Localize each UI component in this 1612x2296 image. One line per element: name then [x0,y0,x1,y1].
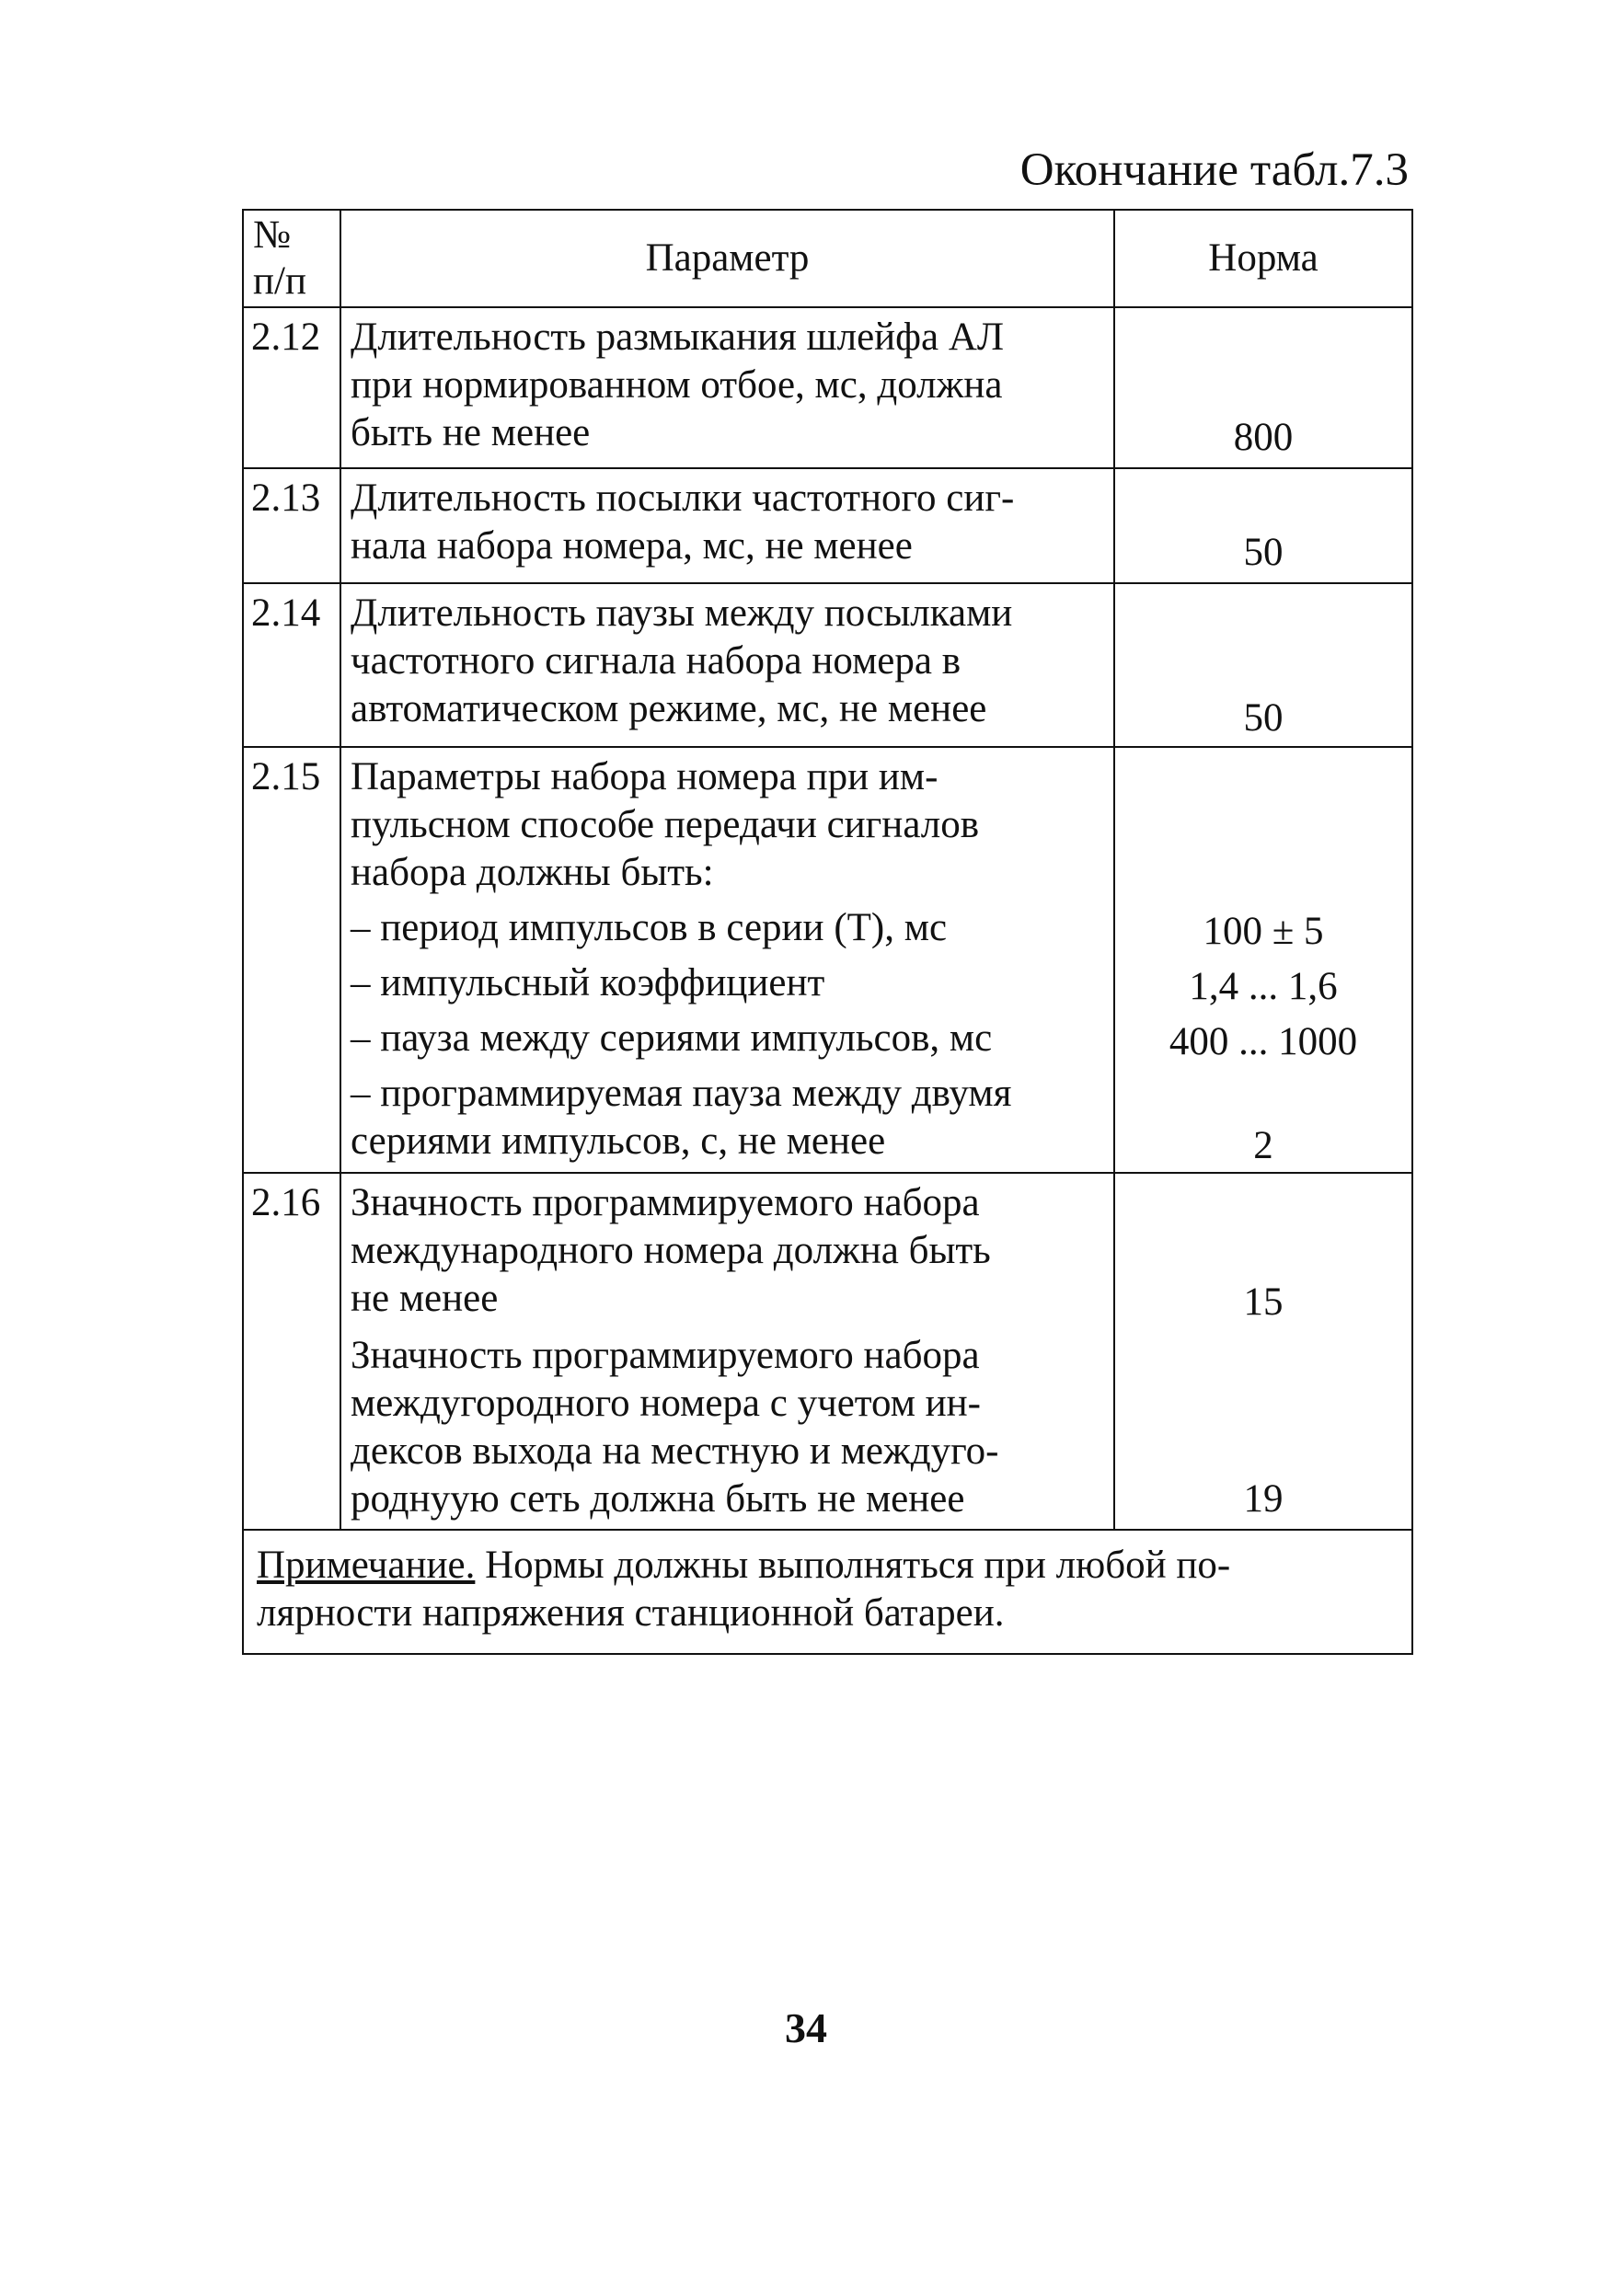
parameter-line: Длительность размыкания шлейфа АЛ [351,316,1005,359]
row-norm [1114,468,1412,583]
row-norm [1114,307,1412,468]
table-note [243,1530,1412,1654]
parameter-line: Длительность паузы между посылками [351,591,1013,635]
table-row [243,747,1412,1173]
header-number-sign: № [253,213,292,257]
table-row [243,583,1412,747]
parameter-line: Параметры набора номера при им- [351,755,938,798]
header-norm: Норма [1114,210,1412,307]
row-number: 2.14 [243,583,340,747]
note-label: Примечание. [257,1544,476,1587]
norm-value: 2 [1253,1124,1273,1167]
parameter-line: – импульсный коэффициент [351,961,825,1004]
parameters-table [242,209,1413,1655]
parameter-line: – пауза между сериями импульсов, мс [351,1016,993,1060]
parameter-line: автоматическом режиме, мс, не менее [351,687,987,730]
parameter-line: – период импульсов в серии (Т), мс [351,906,948,949]
norm-value: 50 [1243,696,1284,740]
norm-value: 50 [1243,531,1284,574]
norm-value: 15 [1243,1280,1284,1324]
table-row [243,307,1412,468]
row-norm [1114,1173,1412,1530]
norm-value: 19 [1243,1477,1284,1521]
note-line [257,1542,1402,1590]
row-parameter [340,1173,1114,1530]
row-parameter [340,747,1114,1173]
parameter-line: набора должны быть: [351,851,714,894]
row-number: 2.13 [243,468,340,583]
parameter-line: дексов выхода на местную и междуго- [351,1429,999,1473]
norm-value: 100 ± 5 [1203,910,1324,953]
parameter-line: Значность программируемого набора [351,1181,980,1224]
parameter-line: частотного сигнала набора номера в [351,639,961,683]
header-number [243,210,340,307]
table-header-row [243,210,1412,307]
row-norm [1114,747,1412,1173]
parameter-line: международного номера должна быть [351,1229,991,1272]
table-row [243,1173,1412,1530]
parameter-line: нала набора номера, мс, не менее [351,524,913,568]
table-row [243,468,1412,583]
page-number: 34 [785,2004,827,2051]
parameter-line: пульсном способе передачи сигналов [351,803,980,846]
parameter-line: быть не менее [351,411,591,454]
parameter-line: сериями импульсов, с, не менее [351,1119,886,1163]
row-number: 2.15 [243,747,340,1173]
parameter-line: – программируемая пауза между двумя [351,1072,1012,1115]
row-parameter [340,307,1114,468]
row-number: 2.16 [243,1173,340,1530]
table-caption: Окончание табл.7.3 [1019,144,1409,196]
header-parameter: Параметр [340,210,1114,307]
row-norm [1114,583,1412,747]
table-note-row [243,1530,1412,1654]
parameter-line: Значность программируемого набора [351,1334,980,1377]
norm-value: 400 ... 1000 [1169,1020,1358,1063]
parameter-line: междугородного номера с учетом ин- [351,1382,981,1425]
parameter-line: Длительность посылки частотного сиг- [351,476,1015,520]
row-parameter [340,583,1114,747]
parameter-line: не менее [351,1277,499,1320]
row-number: 2.12 [243,307,340,468]
row-parameter [340,468,1114,583]
norm-value: 800 [1233,416,1294,459]
note-line: лярности напряжения станционной батареи. [257,1591,1005,1635]
header-number-abbrev: п/п [253,259,306,303]
note-text: Нормы должны выполняться при любой по- [475,1544,1231,1587]
norm-value: 1,4 ... 1,6 [1189,965,1338,1008]
parameter-line: при нормированном отбое, мс, должна [351,363,1003,407]
parameter-line: роднуую сеть должна быть не менее [351,1477,965,1521]
